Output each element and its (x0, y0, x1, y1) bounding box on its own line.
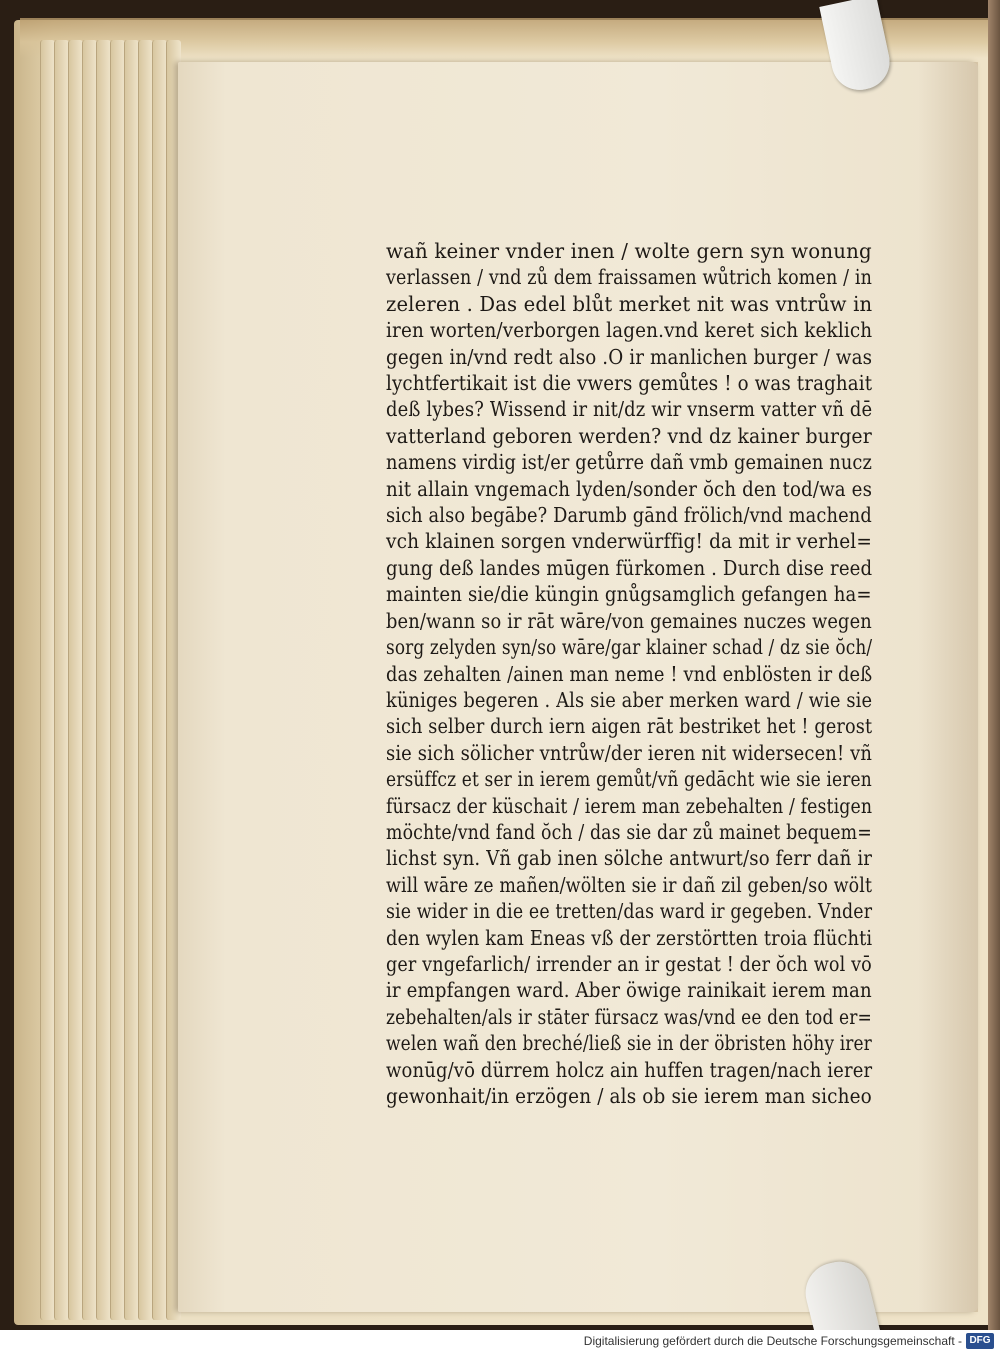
page-stack (40, 40, 190, 1320)
text-line: lychtfertikait ist die vwers gemůtes ! o was traghait (386, 371, 873, 396)
text-line: sorg zelyden syn/so wāre/gar klainer schad / dz sie ŏch/ (386, 635, 873, 660)
text-line: namens virdig ist/er getůrre dañ vmb gemainen nucz (386, 450, 872, 475)
page-leaf (54, 40, 69, 1320)
text-line: gewonhait/in erzögen / als ob sie ierem man sicheo (386, 1084, 872, 1108)
text-line: iren worten/verborgen lagen.vnd keret sich keklich (386, 318, 873, 343)
text-line: zeleren . Das edel blůt merket nit was vntrůw in (386, 291, 873, 316)
text-line: nit allain vngemach lyden/sonder ŏch den tod/wa es (386, 476, 873, 501)
page-leaf (152, 40, 167, 1320)
text-line: fürsacz der küschait / ierem man zebehalten / festigen (386, 793, 873, 818)
text-line: küniges begeren . Als sie aber merken ward / wie sie (386, 687, 873, 712)
text-line: ben/wann so ir rāt wāre/von gemaines nuczes wegen (386, 608, 872, 633)
text-line: ersüffcz et ser in ierem gemůt/vñ gedācht wie sie ieren (386, 767, 872, 792)
page-leaf (110, 40, 125, 1320)
footer-bar (0, 1330, 1000, 1353)
text-line: gegen in/vnd redt also .O ir manlichen burger / was (386, 344, 873, 369)
text-line: will wāre ze mañen/wölten sie ir dañ zil geben/so wölt (386, 872, 873, 897)
page-leaf (138, 40, 153, 1320)
text-line: zebehalten/als ir stāter fürsacz was/vnd ee den tod er= (386, 1004, 872, 1029)
text-line: ger vngefarlich/ irrender an ir gestat ! der ŏch wol vō (386, 951, 872, 976)
dfg-credit: Digitalisierung gefördert durch die Deutsche Forschungsgemeinschaft - (583, 1334, 962, 1348)
page-leaf (82, 40, 97, 1320)
text-line: gung deß landes mūgen fürkomen . Durch dise reed (386, 555, 873, 580)
page-leaf (40, 40, 55, 1320)
text-line: mainten sie/die küngin gnůgsamglich gefangen ha= (386, 582, 872, 607)
text-line: verlassen / vnd zů dem fraissamen wůtrich komen / in (386, 265, 872, 290)
text-line: welen wañ den breché/ließ sie in der öbristen höhy irer (386, 1031, 872, 1056)
text-line: das zehalten /ainen man neme ! vnd enblösten ir deß (386, 661, 873, 686)
text-line: vch klainen sorgen vnderwürffig! da mit ir verhel= (386, 529, 872, 554)
text-line: wonūg/vō dürrem holcz ain huffen tragen/nach ierer (386, 1057, 873, 1082)
text-line: sie sich sölicher vntrůw/der ieren nit widersecen! vñ (386, 740, 873, 765)
text-line: lichst syn. Vñ gab inen sölche antwurt/so ferr dañ ir (386, 846, 873, 871)
text-line: den wylen kam Eneas vß der zerstörtten troia flüchti (386, 925, 873, 950)
page-text-block (386, 238, 886, 1109)
text-line: möchte/vnd fand ŏch / das sie dar zů mainet bequem= (386, 819, 872, 844)
text-line: sich also begābe? Darumb gānd frölich/vnd machend (386, 503, 872, 528)
dfg-logo-icon: DFG (966, 1333, 994, 1349)
text-line: deß lybes? Wissend ir nit/dz wir vnserm vatter vñ dē (386, 397, 873, 422)
text-line: sich selber durch iern aigen rāt bestriket het ! gerost (386, 714, 873, 739)
page-leaf (96, 40, 111, 1320)
cover-right-edge (988, 0, 1000, 1330)
spine-shadow (918, 62, 978, 1312)
text-line: wañ keiner vnder inen / wolte gern syn wonung (386, 239, 872, 263)
page-leaf (68, 40, 83, 1320)
text-line: vatterland geboren werden? vnd dz kainer burger (386, 423, 872, 448)
text-line: ir empfangen ward. Aber öwige rainikait ierem man (386, 978, 872, 1003)
page-leaf (124, 40, 139, 1320)
text-line: sie wider in die ee tretten/das ward ir gegeben. Vnder (386, 899, 873, 924)
